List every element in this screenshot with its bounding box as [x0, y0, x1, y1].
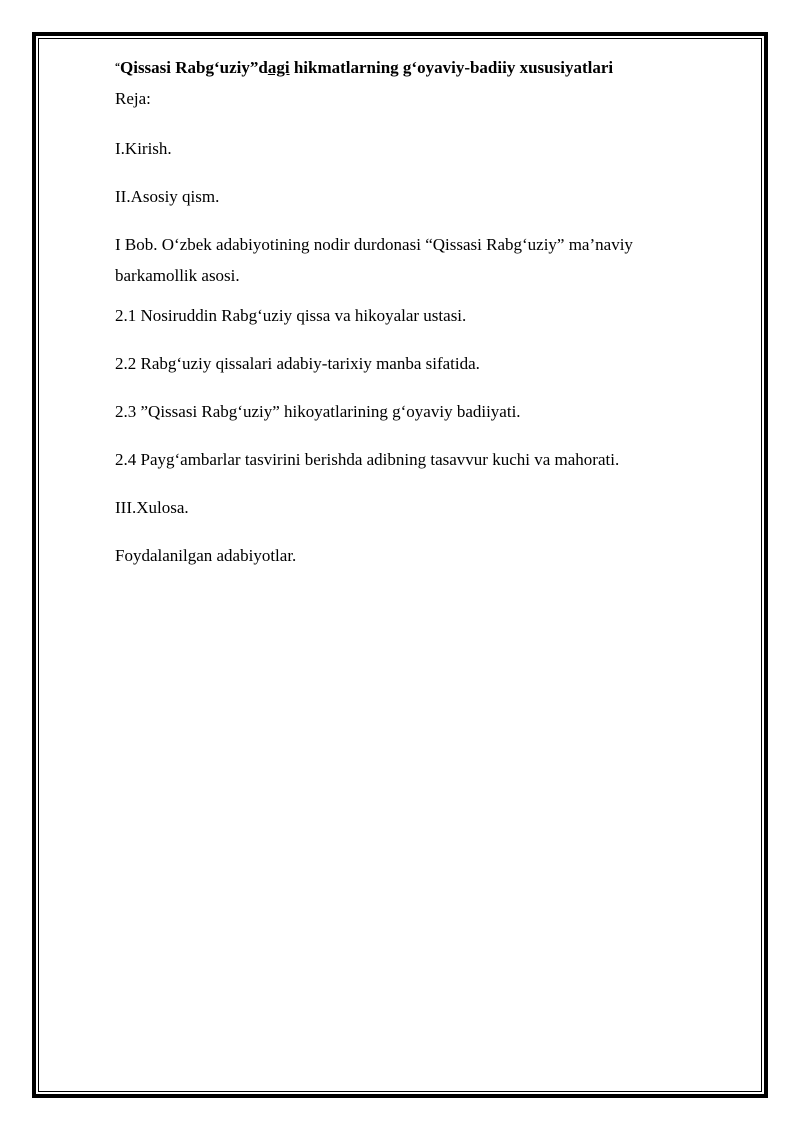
document-title [115, 56, 715, 80]
plan-item-main-part: II.Asosiy qism. [115, 187, 220, 206]
plan-item-2-3: 2.3 ”Qissasi Rabg‘uziy” hikoyatlarining g‘oyaviy badiiyati. [115, 402, 521, 421]
plan-heading: Reja: [115, 89, 151, 108]
plan-item-2-2: 2.2 Rabg‘uziy qissalari adabiy-tarixiy manba sifatida. [115, 354, 480, 373]
title-part-1: Qissasi Rabg‘uziy”d [120, 58, 268, 77]
title-open-quote: “ [115, 62, 120, 73]
document-content [115, 56, 715, 593]
plan-item-intro: I.Kirish. [115, 139, 172, 158]
plan-item-2-4: 2.4 Payg‘ambarlar tasvirini berishda adibning tasavvur kuchi va mahorati. [115, 450, 620, 469]
plan-item-chapter-1: I Bob. O‘zbek adabiyotining nodir durdonasi “Qissasi Rabg‘uziy” ma’naviy barkamollik asosi. [115, 235, 633, 285]
plan-item-references: Foydalanilgan adabiyotlar. [115, 546, 297, 565]
plan-item-2-1: 2.1 Nosiruddin Rabg‘uziy qissa va hikoyalar ustasi. [115, 306, 467, 325]
plan-item-conclusion: III.Xulosa. [115, 498, 189, 517]
title-underlined-part: agi [267, 58, 290, 77]
title-part-2: hikmatlarning g‘oyaviy-badiiy xususiyatlari [289, 58, 614, 77]
